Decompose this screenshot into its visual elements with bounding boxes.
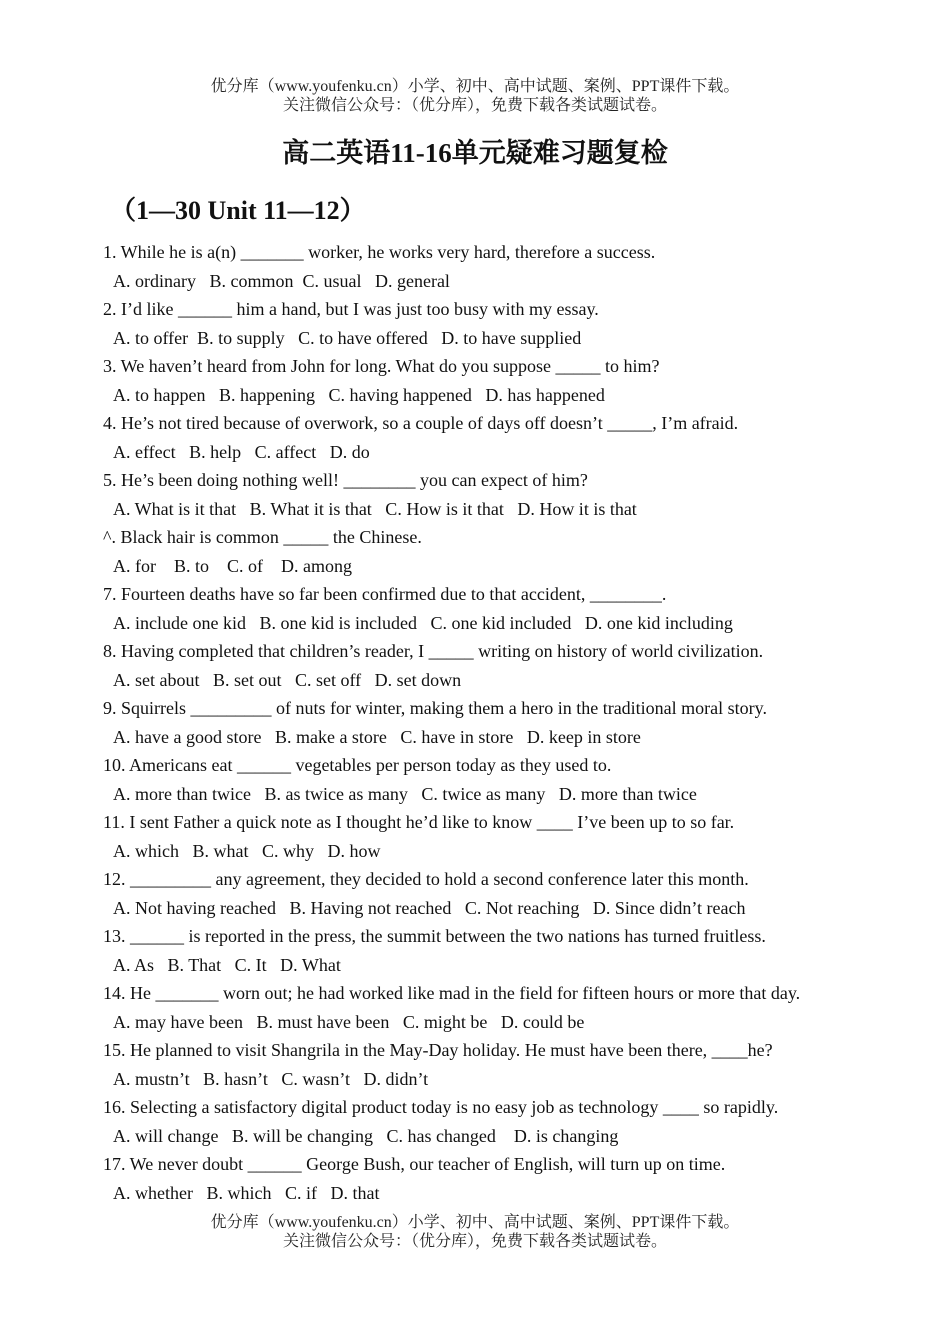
question-text: 3. We haven’t heard from John for long. What do you suppose _____ to him? [103, 356, 660, 376]
question-options: A. for B. to C. of D. among [113, 555, 352, 576]
question-options: A. to happen B. happening C. having happened D. has happened [113, 384, 605, 405]
question-options: A. ordinary B. common C. usual D. general [113, 270, 450, 291]
question-options: A. set about B. set out C. set off D. set down [113, 669, 462, 690]
question-text: 8. Having completed that children’s reader, I _____ writing on history of world civilization. [103, 641, 764, 661]
question-16 [103, 1093, 903, 1150]
question-2 [103, 295, 903, 352]
question-5 [103, 466, 903, 523]
question-text: 4. He’s not tired because of overwork, so a couple of days off doesn’t _____, I’m afraid. [103, 413, 739, 433]
question-options: A. may have been B. must have been C. might be D. could be [113, 1011, 585, 1032]
document-title: 高二英语11-16单元疑难习题复检 [282, 138, 668, 168]
question-options: A. include one kid B. one kid is included C. one kid included D. one kid including [113, 612, 733, 633]
question-text: 7. Fourteen deaths have so far been confirmed due to that accident, ________. [103, 584, 667, 604]
question-options: A. to offer B. to supply C. to have offered D. to have supplied [113, 327, 582, 348]
question-options: A. more than twice B. as twice as many C. twice as many D. more than twice [113, 783, 697, 804]
question-17 [103, 1150, 903, 1207]
question-1 [103, 238, 903, 295]
question-options: A. mustn’t B. hasn’t C. wasn’t D. didn’t [113, 1068, 429, 1089]
question-text: 10. Americans eat ______ vegetables per person today as they used to. [103, 755, 612, 775]
page-footer [0, 1213, 950, 1251]
question-text: 5. He’s been doing nothing well! ________ you can expect of him? [103, 470, 588, 490]
question-options: A. What is it that B. What it is that C. How is it that D. How it is that [113, 498, 637, 519]
question-13 [103, 922, 903, 979]
question-text: 12. _________ any agreement, they decided to hold a second conference later this month. [103, 869, 749, 889]
question-text: 15. He planned to visit Shangrila in the May-Day holiday. He must have been there, ____he? [103, 1040, 773, 1060]
question-9 [103, 694, 903, 751]
question-4 [103, 409, 903, 466]
question-8 [103, 637, 903, 694]
question-text: 2. I’d like ______ him a hand, but I was just too busy with my essay. [103, 299, 599, 319]
question-text: 11. I sent Father a quick note as I thought he’d like to know ____ I’ve been up to so far. [103, 812, 735, 832]
question-text: 14. He _______ worn out; he had worked like mad in the field for fifteen hours or more that day. [103, 983, 801, 1003]
footer-line-1: 优分库（www.youfenku.cn）小学、初中、高中试题、案例、PPT课件下载。 [210, 1214, 740, 1231]
question-text: 1. While he is a(n) _______ worker, he works very hard, therefore a success. [103, 242, 656, 262]
question-14 [103, 979, 903, 1036]
header-line-1: 优分库（www.youfenku.cn）小学、初中、高中试题、案例、PPT课件下载。 [210, 78, 740, 95]
footer-line-2: 关注微信公众号：（优分库），免费下载各类试题试卷。 [282, 1233, 667, 1250]
question-3 [103, 352, 903, 409]
question-options: A. effect B. help C. affect D. do [113, 441, 370, 462]
question-12 [103, 865, 903, 922]
question-options: A. will change B. will be changing C. has changed D. is changing [113, 1125, 619, 1146]
page-header [0, 77, 950, 115]
header-line-2: 关注微信公众号：（优分库），免费下载各类试题试卷。 [282, 97, 667, 114]
question-list [103, 238, 903, 1207]
question-text: ^. Black hair is common _____ the Chinese. [103, 527, 422, 547]
question-options: A. whether B. which C. if D. that [113, 1182, 380, 1203]
question-options: A. have a good store B. make a store C. have in store D. keep in store [113, 726, 641, 747]
question-text: 9. Squirrels _________ of nuts for winter, making them a hero in the traditional moral story. [103, 698, 767, 718]
question-text: 16. Selecting a satisfactory digital product today is no easy job as technology ____ so rapidly. [103, 1097, 779, 1117]
question-11 [103, 808, 903, 865]
question-7 [103, 580, 903, 637]
question-options: A. As B. That C. It D. What [113, 954, 341, 975]
question-options: A. which B. what C. why D. how [113, 840, 381, 861]
question-10 [103, 751, 903, 808]
question-15 [103, 1036, 903, 1093]
question-text: 17. We never doubt ______ George Bush, our teacher of English, will turn up on time. [103, 1154, 726, 1174]
question-options: A. Not having reached B. Having not reached C. Not reaching D. Since didn’t reach [113, 897, 746, 918]
question-6 [103, 523, 903, 580]
question-text: 13. ______ is reported in the press, the summit between the two nations has turned fruitless. [103, 926, 766, 946]
section-heading: （1—30 Unit 11—12） [110, 196, 366, 225]
